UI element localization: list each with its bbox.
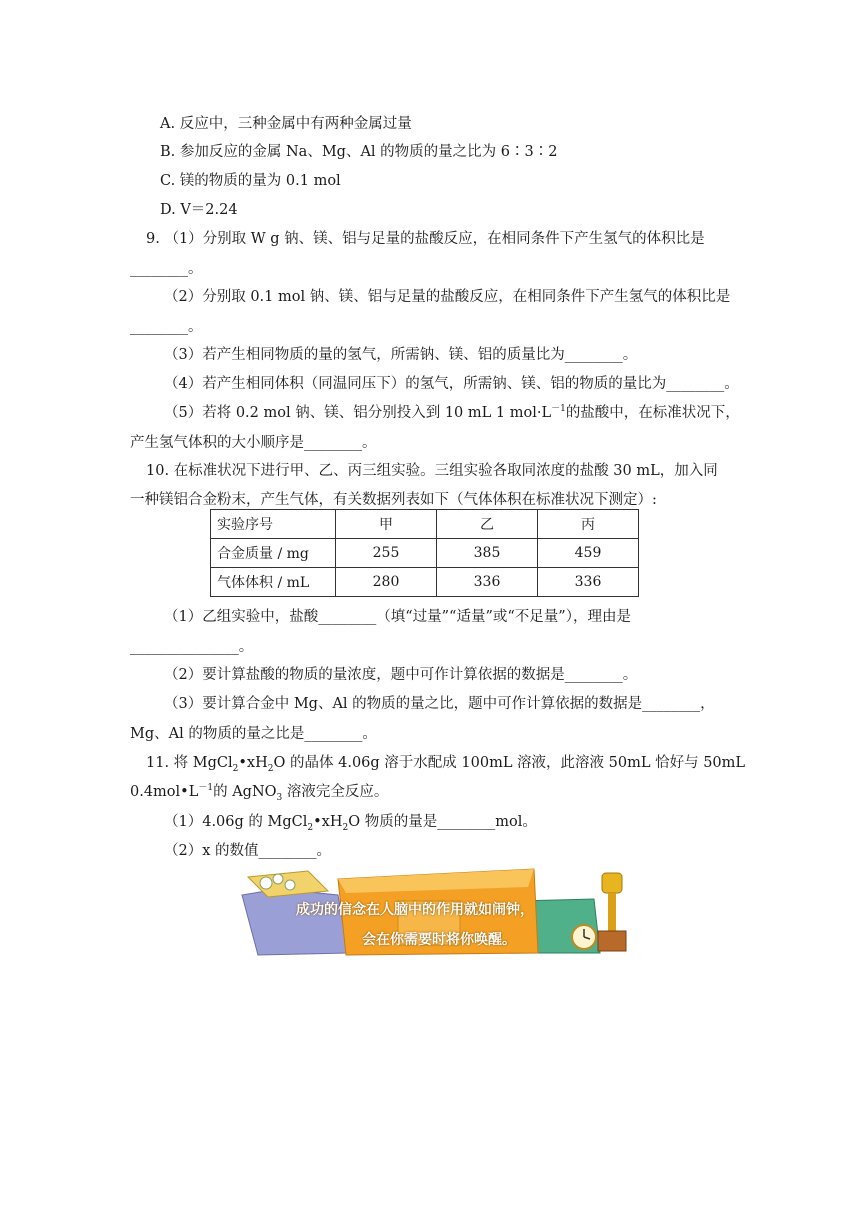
table-cell: 280 (336, 568, 437, 597)
q9-part4: （4）若产生相同体积（同温同压下）的氢气，所需钠、镁、铝的物质的量比为________。 (164, 376, 739, 392)
table-cell: 336 (538, 568, 639, 597)
q10-part3-line2: Mg、Al 的物质的量之比是________。 (130, 726, 377, 742)
banner-line-2: 会在你需要时将你唤醒。 (362, 932, 516, 948)
banner-line-1: 成功的信念在人脑中的作用就如闹钟， (296, 902, 534, 918)
q8-option-b: B. 参加反应的金属 Na、Mg、Al 的物质的量之比为 6∶3∶2 (160, 144, 558, 160)
q10-part3-line1: （3）要计算合金中 Mg、Al 的物质的量之比，题中可作计算依据的数据是________， (164, 696, 715, 712)
table-cell: 实验序号 (211, 510, 336, 539)
motivational-banner (238, 865, 638, 957)
table-cell: 丙 (538, 510, 639, 539)
table-cell: 甲 (336, 510, 437, 539)
table-header-row (211, 510, 639, 539)
q8-option-c: C. 镁的物质的量为 0.1 mol (160, 173, 341, 189)
q11-part2: （2）x 的数值________。 (164, 843, 332, 859)
q9-part3: （3）若产生相同物质的量的氢气，所需钠、镁、铝的质量比为________。 (164, 347, 638, 363)
experiment-table (210, 509, 639, 597)
table-cell: 乙 (437, 510, 538, 539)
q10-intro-line1: 10. 在标准状况下进行甲、乙、丙三组实验。三组实验各取同浓度的盐酸 30 mL，加入同 (146, 463, 718, 479)
q8-option-a: A. 反应中，三种金属中有两种金属过量 (160, 116, 412, 132)
q11-intro-line2: $0.4mol•L^{-1}$的 AgNO$_3$ 溶液完全反应。 (130, 783, 389, 803)
table-cell: 合金质量 / mg (211, 539, 336, 568)
table-cell: 459 (538, 539, 639, 568)
q10-part1-line1: （1）乙组实验中，盐酸________（填“过量”“适量”或“不足量”），理由是 (164, 609, 631, 625)
q10-part1-line2: _______________。 (130, 639, 254, 655)
q8-option-d: D. V＝2.24 (160, 202, 238, 218)
q9-part5-line2: 产生氢气体积的大小顺序是________。 (130, 435, 377, 451)
q9-part2-line1: （2）分别取 0.1 mol 钠、镁、铝与足量的盐酸反应，在相同条件下产生氢气的体积比是 (164, 289, 731, 305)
q9-part2-line2: ________。 (130, 319, 203, 335)
table-cell: 255 (336, 539, 437, 568)
table-cell: 气体体积 / mL (211, 568, 336, 597)
q10-part2: （2）要计算盐酸的物质的量浓度，题中可作计算依据的数据是________。 (164, 667, 638, 683)
q11-intro-line1: 11. 将 $MgCl_2•xH_2O$ 的晶体 4.06g 溶于水配成 100mL 溶液，此溶液 50mL 恰好与 50mL (146, 755, 746, 774)
table-cell: 336 (437, 568, 538, 597)
q11-part1: （1）4.06g 的 $MgCl_2•xH_2O$ 物质的量是________mol。 (164, 814, 537, 833)
q9-part1-line2: ________。 (130, 261, 203, 277)
q9-part5-line1: （5）若将 0.2 mol 钠、镁、铝分别投入到 10 mL 1 $mol\cdot L^{-1}$的盐酸中，在标准状况下， (164, 404, 740, 421)
table-row (211, 568, 639, 597)
q9-part1-line1: 9. （1）分别取 W g 钠、镁、铝与足量的盐酸反应，在相同条件下产生氢气的体积比是 (146, 231, 705, 247)
q10-intro-line2: 一种镁铝合金粉末，产生气体，有关数据列表如下（气体体积在标准状况下测定）: (130, 492, 657, 508)
table-cell: 385 (437, 539, 538, 568)
table-row (211, 539, 639, 568)
